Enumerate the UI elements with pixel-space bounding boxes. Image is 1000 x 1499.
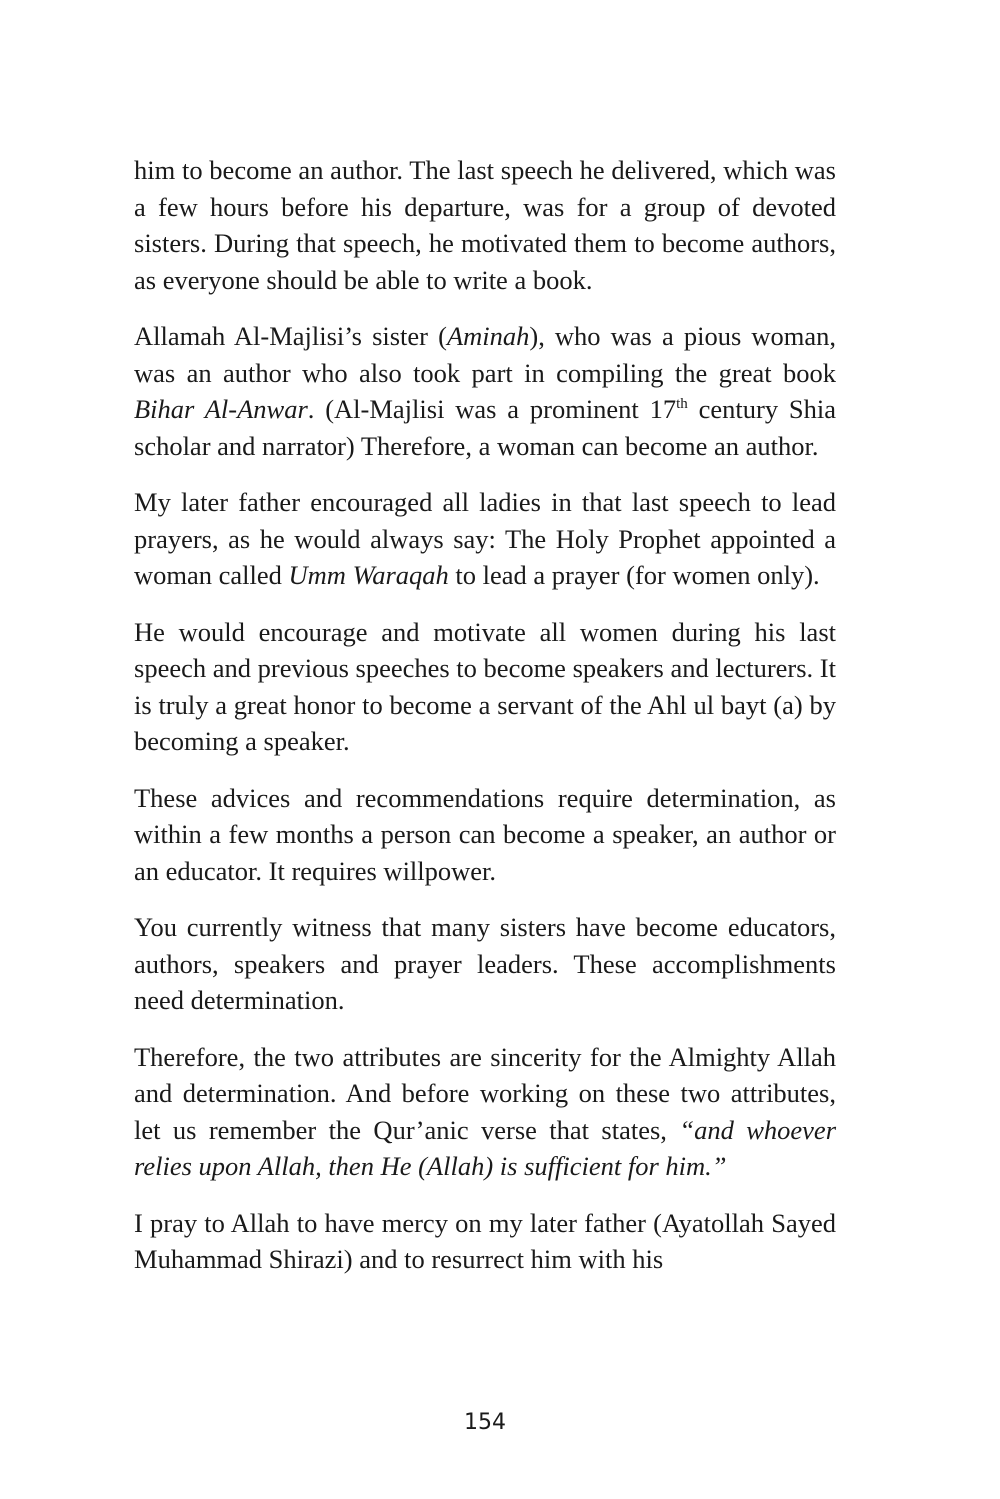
paragraph-2 [134,318,836,464]
paragraph-6: You currently witness that many sisters have become educators, authors, speakers and prayer leaders. These accomplishments need determination. [134,912,836,1015]
paragraph-5: These advices and recommendations require determination, as within a few months a person can become a speaker, an author or an educator. It requires willpower. [134,782,836,886]
paragraph-2-text-e: . (Al-Majlisi was a prominent 17 [307,394,677,424]
ordinal-superscript: th [676,396,688,412]
paragraph-2-text-c: ), who was a pious woman, was an author who also took part in compiling the great book [134,321,836,388]
paragraph-2-text-g: century Shia scholar and narrator) Therefore, a woman can become an author. [134,394,837,461]
paragraph-8: I pray to Allah to have mercy on my later father (Ayatollah Sayed Muhammad Shirazi) and to resurrect him with his [134,1207,836,1274]
paragraph-4: He would encourage and motivate all women during his last speech and previous speeches to become speakers and lecturers. It is truly a great honor to become a servant of the Ahl ul bayt (a) by becoming a speaker. [134,616,836,756]
book-title-bihar-al-anwar: Bihar Al-Anwar [134,394,308,424]
paragraph-2-text-a: Allamah Al-Majlisi’s sister ( [134,321,447,351]
page-number: 154 [464,1410,506,1435]
name-umm-waraqah: Umm Waraqah [288,560,449,590]
paragraph-7-text-a: Therefore, the two attributes are sincerity for the Almighty Allah and determination. And before working on these two attributes, let us remember the Qur’anic verse that states, [134,1041,836,1145]
page-body [134,152,836,1298]
paragraph-3 [134,484,836,594]
paragraph-3-text-a: My later father encouraged all ladies in that last speech to lead prayers, as he would always say: The Holy Prophet appointed a woman called [134,487,836,590]
name-aminah: Aminah [446,321,530,351]
paragraph-3-text-c: to lead a prayer (for women only). [448,560,820,590]
paragraph-7 [134,1039,836,1185]
quranic-verse-quote: “and whoever relies upon Allah, then He (Allah) is sufficient for him.” [134,1114,837,1181]
paragraph-1: him to become an author. The last speech he delivered, which was a few hours before his departure, was for a group of devoted sisters. During that speech, he motivated them to become authors, as everyone should be able to write a book. [134,155,836,295]
